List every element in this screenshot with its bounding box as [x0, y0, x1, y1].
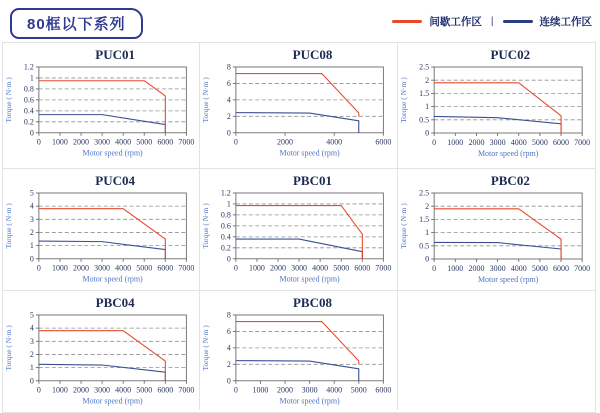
- svg-text:0: 0: [424, 128, 429, 138]
- svg-text:5: 5: [29, 189, 34, 198]
- svg-text:0.5: 0.5: [418, 115, 429, 125]
- svg-text:Torque ( N·m ): Torque ( N·m ): [398, 203, 408, 249]
- chart-title: PUC04: [95, 173, 136, 188]
- svg-text:1: 1: [29, 363, 34, 373]
- svg-text:0.8: 0.8: [221, 210, 232, 220]
- svg-text:2: 2: [227, 359, 232, 369]
- svg-text:5: 5: [29, 311, 34, 320]
- svg-text:Motor speed (rpm): Motor speed (rpm): [279, 396, 341, 406]
- svg-text:7000: 7000: [178, 263, 195, 273]
- svg-text:1000: 1000: [51, 263, 68, 273]
- svg-text:0: 0: [431, 264, 436, 273]
- svg-text:2000: 2000: [277, 385, 294, 395]
- svg-text:2000: 2000: [468, 138, 485, 147]
- legend-separator: |: [490, 16, 494, 27]
- svg-text:Motor speed (rpm): Motor speed (rpm): [279, 274, 341, 284]
- svg-text:0: 0: [36, 137, 41, 147]
- chart-title: PBC08: [292, 295, 332, 310]
- svg-text:3000: 3000: [94, 385, 111, 395]
- svg-text:1000: 1000: [252, 385, 269, 395]
- svg-text:Motor speed (rpm): Motor speed (rpm): [82, 396, 143, 406]
- chart-title: PUC02: [490, 47, 531, 62]
- svg-text:0.6: 0.6: [221, 221, 232, 231]
- svg-text:3000: 3000: [489, 138, 506, 147]
- svg-text:0: 0: [227, 128, 232, 138]
- chart-cell-puc01: [3, 43, 200, 169]
- svg-text:4000: 4000: [326, 385, 343, 395]
- torque-speed-chart-pbc01: [200, 189, 396, 289]
- svg-text:6000: 6000: [552, 264, 569, 273]
- svg-text:0.4: 0.4: [221, 232, 232, 242]
- svg-text:2.5: 2.5: [418, 189, 429, 198]
- svg-text:6000: 6000: [157, 385, 174, 395]
- svg-text:0: 0: [29, 254, 34, 264]
- svg-text:Motor speed (rpm): Motor speed (rpm): [82, 274, 143, 284]
- svg-text:3: 3: [29, 214, 34, 224]
- svg-text:7000: 7000: [178, 385, 195, 395]
- torque-speed-chart-puc02: [398, 63, 595, 163]
- svg-text:5000: 5000: [351, 385, 368, 395]
- svg-text:0: 0: [234, 263, 239, 273]
- svg-text:Torque ( N·m ): Torque ( N·m ): [201, 203, 211, 249]
- svg-text:Torque ( N·m ): Torque ( N·m ): [3, 203, 13, 249]
- svg-text:4000: 4000: [312, 263, 329, 273]
- svg-text:Torque ( N·m ): Torque ( N·m ): [3, 77, 13, 123]
- svg-text:3000: 3000: [489, 264, 506, 273]
- chart-title: PUC01: [95, 47, 136, 62]
- svg-text:4: 4: [29, 323, 34, 333]
- svg-text:3000: 3000: [301, 385, 318, 395]
- chart-cell-puc08: [200, 43, 397, 169]
- torque-speed-chart-pbc08: [200, 311, 396, 410]
- chart-title: PBC01: [292, 173, 332, 188]
- torque-speed-chart-puc04: [3, 189, 199, 289]
- svg-text:2000: 2000: [270, 263, 287, 273]
- svg-text:2: 2: [424, 201, 429, 211]
- svg-text:0: 0: [227, 376, 232, 386]
- svg-text:1: 1: [29, 241, 34, 251]
- svg-text:5000: 5000: [136, 137, 153, 147]
- chart-cell-pbc01: [200, 169, 397, 291]
- svg-text:0: 0: [29, 376, 34, 386]
- svg-text:5000: 5000: [531, 264, 548, 273]
- svg-text:Motor speed (rpm): Motor speed (rpm): [279, 148, 341, 158]
- svg-text:6000: 6000: [552, 138, 569, 147]
- svg-text:7000: 7000: [178, 137, 195, 147]
- svg-text:0: 0: [29, 128, 34, 138]
- svg-text:3000: 3000: [94, 263, 111, 273]
- svg-text:6: 6: [227, 327, 232, 337]
- svg-text:4000: 4000: [326, 137, 343, 147]
- svg-text:0: 0: [424, 254, 429, 264]
- chart-cell-puc04: [3, 169, 200, 291]
- svg-text:4000: 4000: [510, 138, 527, 147]
- chart-title: PBC04: [95, 295, 135, 310]
- svg-text:6000: 6000: [375, 137, 392, 147]
- chart-title: PBC02: [490, 173, 530, 188]
- svg-text:1: 1: [227, 199, 232, 209]
- svg-text:2000: 2000: [73, 385, 89, 395]
- svg-text:3000: 3000: [291, 263, 308, 273]
- svg-text:7000: 7000: [375, 263, 392, 273]
- svg-text:6: 6: [227, 79, 232, 89]
- svg-text:Torque ( N·m ): Torque ( N·m ): [201, 325, 211, 371]
- svg-text:0: 0: [227, 254, 232, 264]
- chart-grid: [2, 42, 596, 413]
- legend: [392, 14, 592, 29]
- svg-text:2: 2: [29, 228, 34, 238]
- svg-text:1000: 1000: [446, 264, 463, 273]
- svg-text:5000: 5000: [136, 263, 153, 273]
- svg-text:2.5: 2.5: [418, 63, 429, 72]
- svg-text:5000: 5000: [136, 385, 153, 395]
- svg-text:6000: 6000: [354, 263, 371, 273]
- svg-text:2: 2: [227, 111, 232, 121]
- svg-text:0: 0: [36, 385, 41, 395]
- series-title-badge: 80框以下系列: [10, 8, 143, 39]
- svg-text:6000: 6000: [375, 385, 392, 395]
- svg-text:1.2: 1.2: [221, 189, 232, 198]
- svg-text:7000: 7000: [573, 138, 590, 147]
- svg-text:0.6: 0.6: [23, 95, 34, 105]
- torque-speed-chart-pbc04: [3, 311, 199, 410]
- svg-text:4000: 4000: [115, 385, 132, 395]
- svg-text:Torque ( N·m ): Torque ( N·m ): [201, 77, 211, 123]
- continuous-zone-line-swatch: [503, 20, 533, 23]
- svg-text:1.2: 1.2: [23, 63, 34, 72]
- svg-text:3: 3: [29, 336, 34, 346]
- svg-text:Torque ( N·m ): Torque ( N·m ): [3, 325, 13, 371]
- torque-speed-chart-puc08: [200, 63, 396, 163]
- chart-cell-pbc02: [398, 169, 595, 291]
- svg-text:1.5: 1.5: [418, 215, 429, 224]
- torque-speed-chart-pbc02: [398, 189, 595, 289]
- svg-text:3000: 3000: [94, 137, 111, 147]
- svg-text:4000: 4000: [115, 137, 132, 147]
- svg-text:6000: 6000: [157, 263, 174, 273]
- svg-text:Motor speed (rpm): Motor speed (rpm): [477, 149, 539, 158]
- chart-cell-pbc08: [200, 291, 397, 410]
- svg-text:1: 1: [424, 228, 429, 238]
- intermittent-zone-line-swatch: [392, 20, 422, 23]
- continuous-zone-label: 连续工作区: [539, 16, 592, 28]
- chart-cell-puc02: [398, 43, 595, 169]
- svg-text:0: 0: [234, 137, 239, 147]
- chart-cell-pbc04: [3, 291, 200, 410]
- svg-text:4: 4: [227, 95, 232, 105]
- svg-text:1000: 1000: [51, 137, 68, 147]
- svg-text:7000: 7000: [573, 264, 590, 273]
- svg-text:5000: 5000: [333, 263, 350, 273]
- empty-cell: [398, 291, 595, 410]
- intermittent-zone-label: 间歇工作区: [429, 16, 482, 28]
- svg-text:0.5: 0.5: [418, 241, 429, 251]
- svg-text:1: 1: [424, 102, 429, 112]
- svg-text:4000: 4000: [510, 264, 527, 273]
- svg-text:2000: 2000: [73, 137, 89, 147]
- svg-text:Motor speed (rpm): Motor speed (rpm): [477, 275, 539, 284]
- svg-text:8: 8: [227, 311, 232, 320]
- svg-text:4000: 4000: [115, 263, 132, 273]
- svg-text:1000: 1000: [51, 385, 68, 395]
- svg-text:4: 4: [29, 201, 34, 211]
- svg-text:5000: 5000: [531, 138, 548, 147]
- svg-text:2000: 2000: [73, 263, 89, 273]
- svg-text:2: 2: [424, 75, 429, 85]
- svg-text:0: 0: [234, 385, 239, 395]
- svg-text:6000: 6000: [157, 137, 174, 147]
- svg-text:4: 4: [227, 343, 232, 353]
- svg-text:2000: 2000: [468, 264, 485, 273]
- svg-text:0.8: 0.8: [23, 84, 34, 94]
- svg-text:Motor speed (rpm): Motor speed (rpm): [82, 148, 143, 158]
- svg-text:8: 8: [227, 63, 232, 72]
- svg-text:Torque ( N·m ): Torque ( N·m ): [398, 77, 408, 123]
- svg-text:0: 0: [36, 263, 41, 273]
- svg-text:1000: 1000: [249, 263, 266, 273]
- svg-text:0.2: 0.2: [23, 117, 34, 127]
- svg-text:0.4: 0.4: [23, 106, 34, 116]
- svg-text:2000: 2000: [277, 137, 294, 147]
- chart-title: PUC08: [292, 47, 333, 62]
- svg-text:1000: 1000: [446, 138, 463, 147]
- torque-speed-chart-puc01: [3, 63, 199, 163]
- svg-text:0: 0: [431, 138, 436, 147]
- svg-text:1: 1: [29, 73, 34, 83]
- svg-text:1.5: 1.5: [418, 89, 429, 98]
- svg-text:0.2: 0.2: [221, 243, 232, 253]
- svg-text:2: 2: [29, 350, 34, 360]
